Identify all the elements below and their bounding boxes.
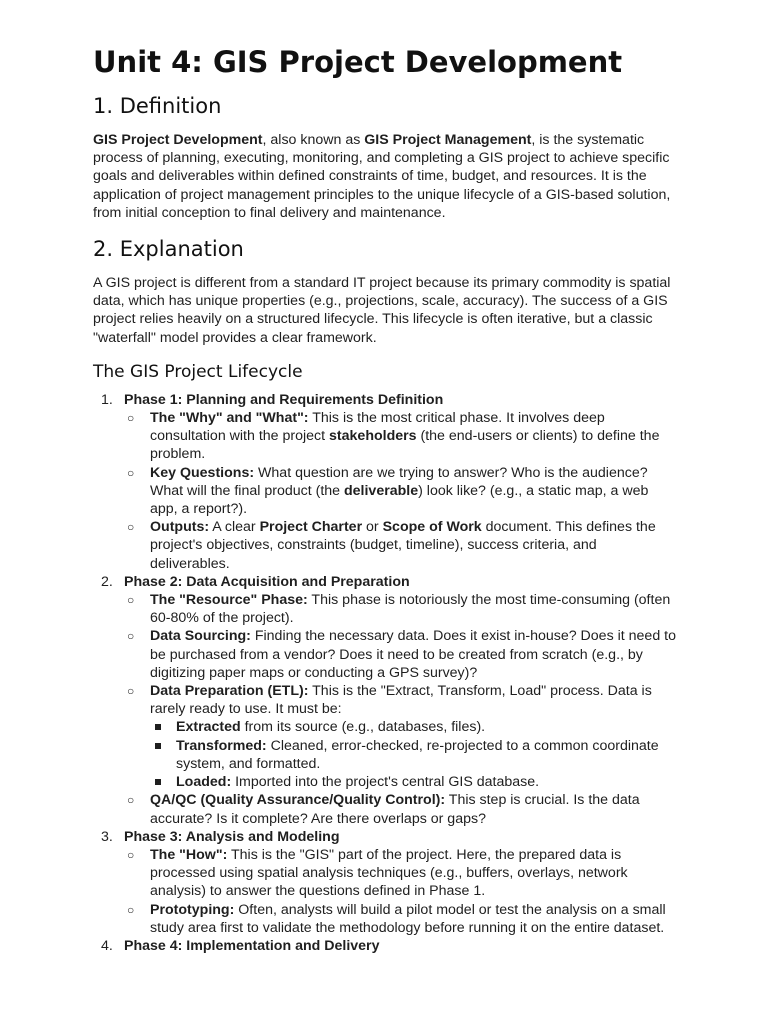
phase-number: 1. [101, 391, 113, 408]
text-run: or [362, 519, 383, 536]
hollow-circle-bullet-icon: ○ [127, 520, 135, 535]
bullet-text [150, 464, 676, 519]
explanation-heading: 2. Explanation [93, 237, 244, 262]
sub-bullet-item [150, 718, 676, 736]
phase-title: Phase 4: Implementation and Delivery [124, 937, 380, 954]
page-title: Unit 4: GIS Project Development [93, 45, 623, 79]
bold-term: Transformed: [176, 737, 267, 754]
bold-term: The "Resource" Phase: [150, 592, 308, 609]
text-run: What question are we trying to answer? Who is the audience? What will the final product (the [150, 464, 648, 499]
bold-term: The "How": [150, 846, 228, 863]
text-run: This is the most critical phase. It involves deep consultation with the project [150, 410, 605, 445]
definition-paragraph [93, 131, 676, 222]
text-run: A clear [209, 519, 260, 536]
sub-bullet-text [176, 773, 676, 791]
bold-term: Prototyping: [150, 901, 235, 918]
bold-term: Scope of Work [382, 519, 482, 536]
bold-term: The "Why" and "What": [150, 410, 309, 427]
text-run: This phase is notoriously the most time-consuming (often 60-80% of the project). [150, 592, 671, 627]
phase-bullet-list [124, 409, 676, 573]
text-run: This is the "GIS" part of the project. Here, the prepared data is processed using spatial analysis techniques (e.g., buffers, overlays, network analysis) to answer the questions defined in Phase 1. [150, 846, 628, 900]
hollow-circle-bullet-icon: ○ [127, 629, 135, 644]
bold-term: stakeholders [329, 428, 417, 445]
definition-heading: 1. Definition [93, 94, 222, 118]
hollow-circle-bullet-icon: ○ [127, 902, 135, 917]
bullet-text [150, 901, 676, 937]
bullet-text [150, 409, 676, 464]
bold-term: Key Questions: [150, 464, 255, 481]
bullet-text [150, 627, 676, 682]
bold-term: Data Sourcing: [150, 628, 251, 645]
bold-term: Loaded: [176, 774, 232, 791]
bullet-item [124, 627, 676, 682]
hollow-circle-bullet-icon: ○ [127, 465, 135, 480]
bullet-item [124, 518, 676, 573]
lifecycle-phase-list [93, 391, 676, 955]
square-bullet-icon [155, 724, 161, 730]
text-run: ) look like? (e.g., a static map, a web app, a report?). [150, 482, 649, 518]
bullet-text [150, 791, 676, 827]
bullet-text [150, 682, 676, 718]
definition-text: , is the systematic process of planning, executing, monitoring, and completing a GIS project to achieve specific goals and deliverables within defined constraints of time, budget, and resources. It is the application of project management principles to the unique lifecycle of a GIS-based solution, from initial conception to final delivery and maintenance. [93, 132, 671, 221]
sub-bullet-text [176, 737, 676, 773]
sub-bullet-list [150, 718, 676, 791]
text-run: This step is crucial. Is the data accurate? Is it complete? Are there overlaps or gaps? [150, 792, 640, 827]
bullet-item [124, 591, 676, 627]
bold-term: Outputs: [150, 519, 210, 536]
text-run: Often, analysts will build a pilot model or test the analysis on a small study area first to validate the methodology before running it on the entire dataset. [150, 901, 666, 936]
definition-term: GIS Project Management [364, 132, 532, 148]
sub-bullet-text [176, 718, 676, 736]
phase-title: Phase 2: Data Acquisition and Preparation [124, 573, 410, 590]
phase-bullet-list [124, 846, 676, 937]
phase-item [93, 937, 676, 955]
explanation-paragraph: A GIS project is different from a standard IT project because its primary commodity is spatial data, which has unique properties (e.g., projections, scale, accuracy). The success of a GIS project relies heavily on a structured lifecycle. This lifecycle is often iterative, but a classic "waterfall" model provides a clear framework. [93, 275, 671, 346]
bold-term: QA/QC (Quality Assurance/Quality Control): [150, 792, 446, 809]
phase-item [93, 573, 676, 828]
phase-item [93, 391, 676, 573]
bullet-item [124, 791, 676, 827]
phase-title: Phase 3: Analysis and Modeling [124, 828, 340, 845]
sub-bullet-item [150, 737, 676, 773]
phase-number: 3. [101, 828, 113, 845]
hollow-circle-bullet-icon: ○ [127, 593, 135, 608]
text-run: Cleaned, error-checked, re-projected to a common coordinate system, and formatted. [176, 737, 659, 772]
bullet-item [124, 901, 676, 937]
bullet-text [150, 591, 676, 627]
square-bullet-icon [155, 779, 161, 785]
square-bullet-icon [155, 743, 161, 749]
bullet-text [150, 518, 676, 573]
text-run: (the end-users or clients) to define the problem. [150, 428, 660, 463]
phase-bullet-list [124, 591, 676, 828]
bullet-item [124, 409, 676, 464]
bullet-item [124, 846, 676, 901]
phase-item [93, 828, 676, 937]
text-run: Imported into the project's central GIS database. [231, 774, 540, 791]
phase-title: Phase 1: Planning and Requirements Definition [124, 391, 444, 408]
hollow-circle-bullet-icon: ○ [127, 847, 135, 862]
bullet-item [124, 682, 676, 791]
bold-term: deliverable [343, 482, 419, 499]
definition-term: GIS Project Development [93, 132, 263, 148]
hollow-circle-bullet-icon: ○ [127, 793, 135, 808]
bullet-item [124, 464, 676, 519]
lifecycle-heading: The GIS Project Lifecycle [93, 361, 303, 382]
phase-number: 4. [101, 937, 113, 954]
hollow-circle-bullet-icon: ○ [127, 684, 135, 699]
bold-term: Data Preparation (ETL): [150, 683, 309, 700]
hollow-circle-bullet-icon: ○ [127, 411, 135, 426]
definition-text: , also known as [262, 132, 365, 148]
text-run: Finding the necessary data. Does it exist in-house? Does it need to be purchased from a vendor? Does it need to be created from scratch (e.g., by digitizing paper maps or conducting a GPS survey)? [150, 628, 676, 681]
text-run: document. This defines the project's objectives, constraints (budget, timeline), success criteria, and deliverables. [150, 519, 656, 572]
text-run: This is the "Extract, Transform, Load" process. Data is rarely ready to use. It must be: [150, 683, 652, 718]
text-run: from its source (e.g., databases, files). [240, 719, 486, 736]
bold-term: Project Charter [259, 519, 363, 536]
phase-number: 2. [101, 573, 113, 590]
bold-term: Extracted [176, 719, 241, 736]
sub-bullet-item [150, 773, 676, 791]
bullet-text [150, 846, 676, 901]
